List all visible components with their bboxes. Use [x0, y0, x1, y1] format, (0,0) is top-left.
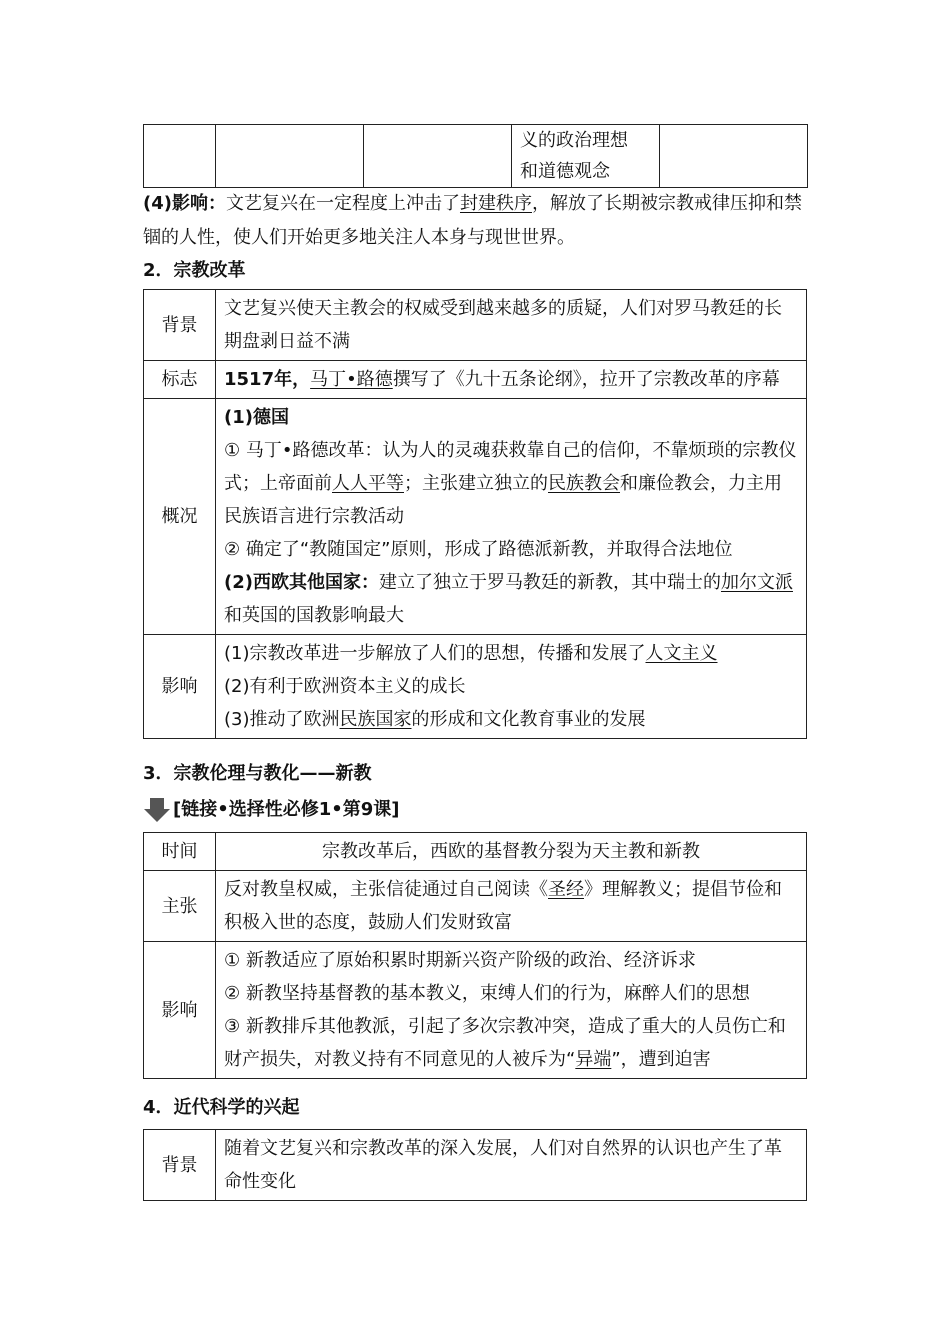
top-table-cell: 义的政治理想 和道德观念: [512, 125, 660, 188]
impact-label: 影响: [144, 635, 216, 739]
background-text: 随着文艺复兴和宗教改革的深入发展，人们对自然界的认识也产生了革命性变化: [216, 1130, 807, 1201]
claim-text: 反对教皇权威，主张信徒通过自己阅读《圣经》理解教义；提倡节俭和积极入世的态度，鼓励人们发财致富: [216, 871, 807, 942]
impact-text: ① 新教适应了原始积累时期新兴资产阶级的政治、经济诉求 ② 新教坚持基督教的基本教义，束缚人们的行为，麻醉人们的思想 ③ 新教排斥其他教派，引起了多次宗教冲突，造成了重大的人员伤亡和财产损失，对教义持有不同意见的人被斥为“异端”，遭到迫害: [216, 942, 807, 1079]
background-label: 背景: [144, 290, 216, 361]
protestantism-table: [143, 832, 807, 1079]
link-line: [链接•选择性必修1•第9课]: [143, 795, 400, 825]
time-label: 时间: [144, 833, 216, 871]
overview-text: (1)德国 ① 马丁•路德改革：认为人的灵魂获救靠自己的信仰，不靠烦琐的宗教仪式；上帝面前人人平等；主张建立独立的民族教会和廉俭教会，力主用民族语言进行宗教活动 ② 确定了“教随国定”原则，形成了路德派新教，并取得合法地位 (2)西欧其他国家：建立了独立于罗马教廷的新教，其中瑞士的加尔文派和英国的国教影响最大: [216, 399, 807, 635]
down-arrow-icon: [143, 797, 171, 823]
claim-label: 主张: [144, 871, 216, 942]
science-table: [143, 1129, 807, 1201]
symbol-text: 1517年，马丁•路德撰写了《九十五条论纲》，拉开了宗教改革的序幕: [216, 361, 807, 399]
background-label: 背景: [144, 1130, 216, 1201]
impact-label: 影响: [144, 942, 216, 1079]
section-3-heading: 3．宗教伦理与教化——新教: [143, 763, 372, 784]
section-2-heading: 2．宗教改革: [143, 260, 246, 281]
time-text: 宗教改革后，西欧的基督教分裂为天主教和新教: [216, 833, 807, 871]
background-text: 文艺复兴使天主教会的权威受到越来越多的质疑，人们对罗马教廷的长期盘剥日益不满: [216, 290, 807, 361]
influence-paragraph: (4)影响：文艺复兴在一定程度上冲击了封建秩序，解放了长期被宗教戒律压抑和禁锢的人性，使人们开始更多地关注人本身与现世世界。: [143, 193, 802, 248]
reformation-table: [143, 289, 807, 739]
top-table: [143, 124, 807, 188]
overview-label: 概况: [144, 399, 216, 635]
section-4-heading: 4．近代科学的兴起: [143, 1097, 300, 1118]
impact-text: (1)宗教改革进一步解放了人们的思想，传播和发展了人文主义 (2)有利于欧洲资本主义的成长 (3)推动了欧洲民族国家的形成和文化教育事业的发展: [216, 635, 807, 739]
symbol-label: 标志: [144, 361, 216, 399]
